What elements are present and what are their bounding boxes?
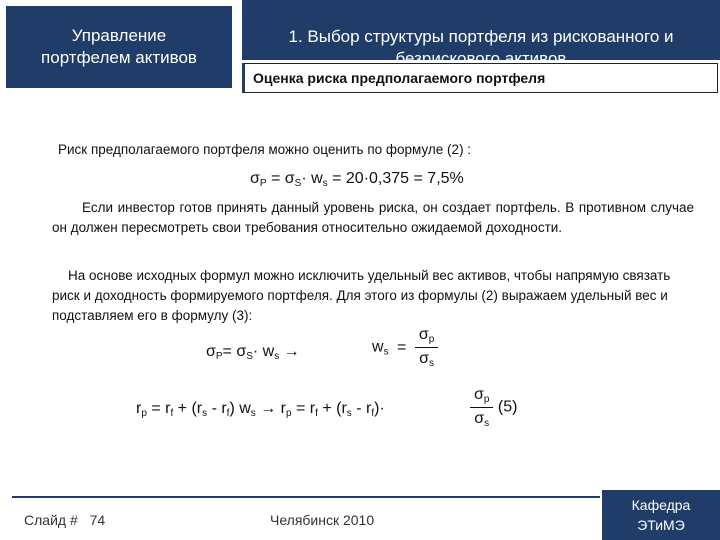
formula-ratio xyxy=(470,386,517,429)
course-title: Управление портфелем активов xyxy=(41,26,197,67)
formula-number: (5) xyxy=(497,398,518,416)
footer-divider xyxy=(12,496,600,498)
paragraph-investor: Если инвестор готов принять данный уровень риска, он создает портфель. В противном случае он должен пересмотреть свои требования относительно ожидаемой доходности. xyxy=(52,200,694,235)
ratio-fraction: $\frac{\sigma_p}{\sigma_s}$ xyxy=(470,386,493,429)
footer-city: Челябинск 2010 xyxy=(270,512,375,528)
department-label: Кафедра ЭТиМЭ xyxy=(631,497,691,533)
department-box xyxy=(602,490,720,540)
slide-number: Слайд # 74 xyxy=(24,512,106,528)
paragraph-formula-derivation: На основе исходных формул можно исключить удельный вес активов, чтобы напрямую связать риск и доходность формируемого портфеля. Для этого из формулы (2) выражаем удельный вес и подставляем его в формулу (3): xyxy=(52,268,671,323)
slide-title: 1. Выбор структуры портфеля из рискованного и безрискового активов xyxy=(288,27,674,68)
weight-fraction: $\frac{\sigma_p}{\sigma_s}$ xyxy=(415,326,438,369)
formula-weight: $w_s$ = $\frac{\sigma_p}{\sigma_s}$ xyxy=(372,326,438,369)
formula-return: $r_p = r_f + (r_s - r_f) w_s \to r_p = r_f + (r_s - r_f)\cdot$ xyxy=(136,400,385,419)
formula-risk: $\sigma_P = \sigma_S\cdot w_s = 20\cdot 0,375 = 7,5\%$ xyxy=(250,170,464,189)
header-box xyxy=(242,0,720,68)
section-subtitle: Оценка риска предполагаемого портфеля xyxy=(242,63,718,93)
sidebar-title-box xyxy=(6,6,232,88)
intro-text: Риск предполагаемого портфеля можно оценить по формуле (2) : xyxy=(58,142,472,157)
formula-sigma-p: $\sigma_P= \sigma_S\cdot w_s$ → xyxy=(206,343,300,362)
